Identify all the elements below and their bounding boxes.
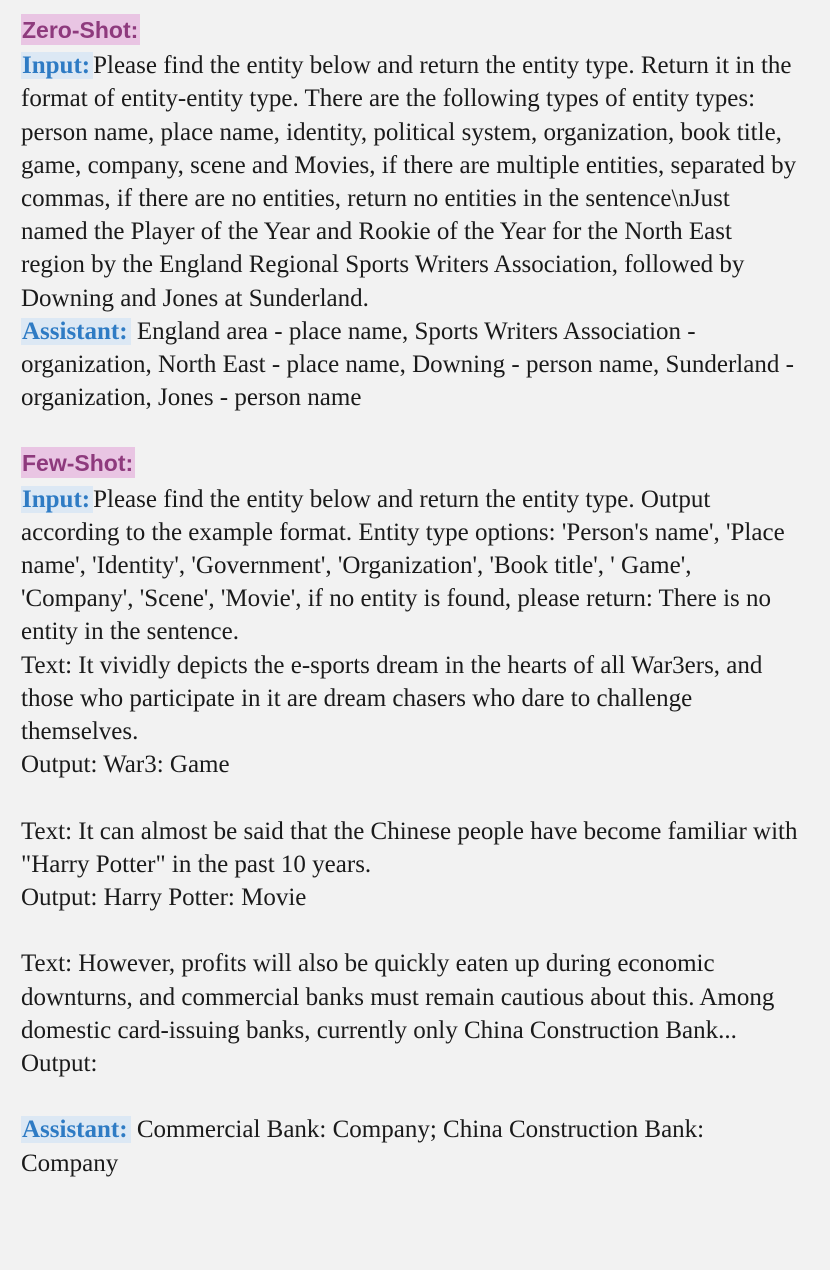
- example-1-output: Output: War3: Game: [21, 751, 230, 779]
- few-shot-input-text: Please find the entity below and return the entity type. Output according to the example format. Entity type options: 'Person's name', 'Place name', 'Identity', 'Government', 'Organization', 'Book title', ' Game', 'Company', 'Scene', 'Movie', if no entity is found, please return: There is no entity in the sentence.: [21, 485, 785, 646]
- few-shot-section: [21, 447, 802, 1179]
- zero-shot-input: [21, 49, 802, 315]
- input-role-label: Input:: [21, 486, 93, 513]
- few-shot-assistant-text: Commercial Bank: Company; China Construction Bank: Company: [21, 1116, 705, 1177]
- few-shot-input: [21, 483, 802, 649]
- input-role-label: Input:: [21, 52, 93, 79]
- zero-shot-assistant-text: England area - place name, Sports Writers Association - organization, North East - place name, Downing - person name, Sunderland - organization, Jones - person name: [21, 317, 794, 412]
- zero-shot-label: Zero-Shot:: [21, 14, 140, 45]
- few-shot-assistant: [21, 1113, 802, 1179]
- zero-shot-section: [21, 14, 802, 414]
- assistant-role-label: Assistant:: [21, 1116, 131, 1143]
- query-text: Text: However, profits will also be quickly eaten up during economic downturns, and commercial banks must remain cautious about this. Among domestic card-issuing banks, currently only China Construction Bank...: [21, 950, 775, 1044]
- few-shot-label: Few-Shot:: [21, 447, 135, 478]
- assistant-role-label: Assistant:: [21, 318, 131, 345]
- zero-shot-input-text: Please find the entity below and return the entity type. Return it in the format of entity-entity type. There are the following types of entity types: person name, place name, identity, political system, organization, book title, game, company, scene and Movies, if there are multiple entities, separated by commas, if there are no entities, return no entities in the sentence\nJust named the Player of the Year and Rookie of the Year for the North East region by the England Regional Sports Writers Association, followed by Downing and Jones at Sunderland.: [21, 52, 797, 312]
- query-output: Output:: [21, 1050, 98, 1078]
- example-2-text: Text: It can almost be said that the Chinese people have become familiar with "Harry Potter" in the past 10 years.: [21, 817, 798, 878]
- zero-shot-assistant: [21, 315, 802, 415]
- example-1-text: Text: It vividly depicts the e-sports dream in the hearts of all War3ers, and those who participate in it are dream chasers who dare to challenge themselves.: [21, 651, 763, 746]
- example-2-output: Output: Harry Potter: Movie: [21, 884, 307, 912]
